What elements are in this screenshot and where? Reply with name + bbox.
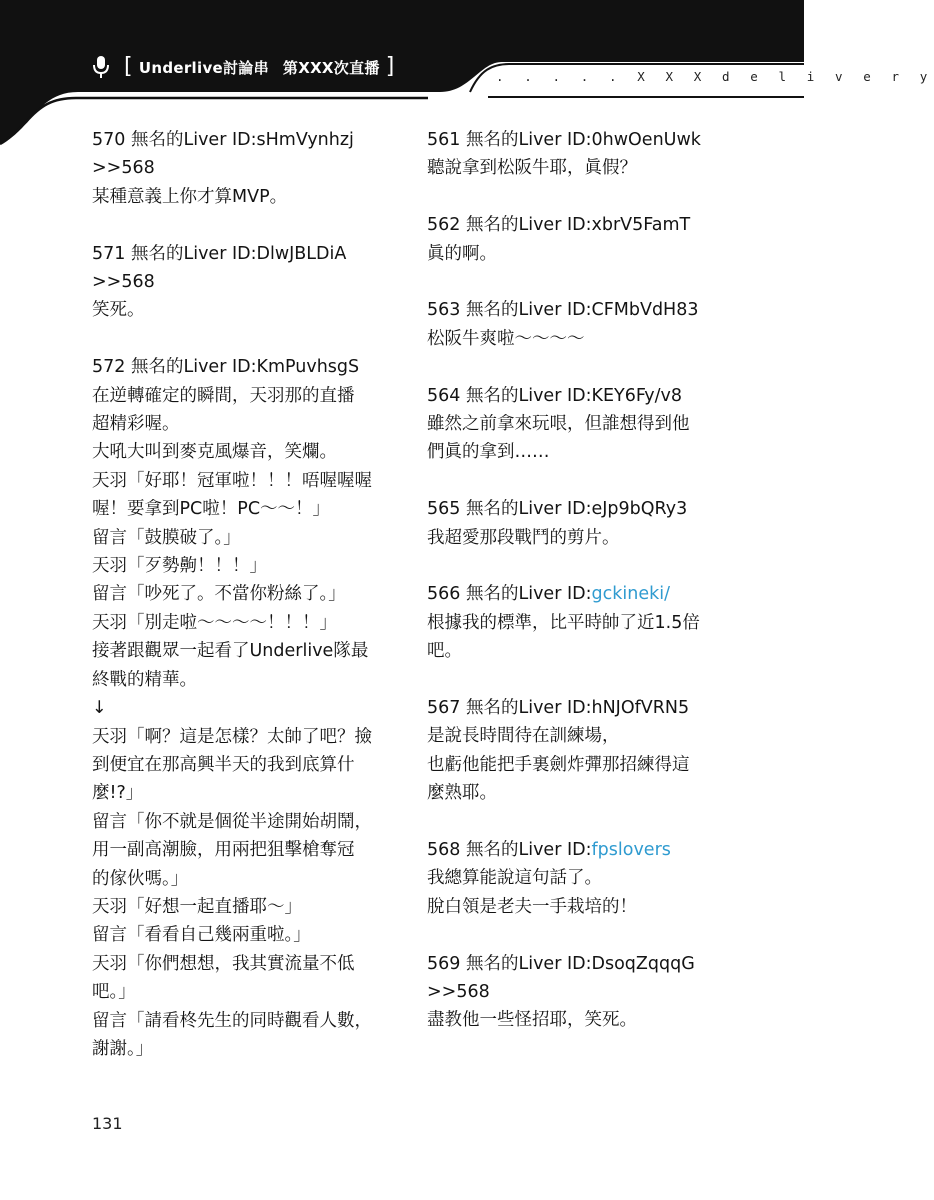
delivery-label: . . . . . X X X d e l i v e r y bbox=[496, 69, 934, 84]
post-line: 終戰的精華。 bbox=[92, 669, 197, 690]
post-line: 到便宜在那高興半天的我到底算什 bbox=[92, 754, 355, 775]
post-line: 脫白領是老夫一手栽培的！ bbox=[427, 896, 637, 917]
post-line: 天羽「好想一起直播耶〜」 bbox=[92, 896, 302, 917]
post-header: 562 無名的Liver ID:xbrV5FamT bbox=[427, 215, 691, 236]
post-header bbox=[427, 836, 717, 864]
post-line: 在逆轉確定的瞬間，天羽那的直播 bbox=[92, 385, 355, 406]
post-line: 留言「你不就是個從半途開始胡鬧， bbox=[92, 811, 372, 832]
post-line: >>568 bbox=[427, 982, 490, 1003]
post-line: 麼熟耶。 bbox=[427, 783, 497, 804]
post-line: 的傢伙嗎。」 bbox=[92, 868, 189, 889]
post-line: >>568 bbox=[92, 158, 155, 179]
post-line: 吧。」 bbox=[92, 982, 136, 1003]
post-line: 天羽「歹勢齁！！！」 bbox=[92, 556, 267, 577]
post-header: 572 無名的Liver ID:KmPuvhsgS bbox=[92, 357, 360, 378]
post-line: 某種意義上你才算MVP。 bbox=[92, 186, 288, 207]
post-line: 眞的啊。 bbox=[427, 243, 497, 264]
highlighted-id: fpslovers bbox=[591, 840, 671, 861]
post-564 bbox=[427, 382, 717, 467]
post-572 bbox=[92, 353, 388, 1063]
post-line: 盡教他一些怪招耶，笑死。 bbox=[427, 1010, 637, 1031]
post-line: 笑死。 bbox=[92, 300, 145, 321]
post-header: 569 無名的Liver ID:DsoqZqqqG bbox=[427, 953, 695, 974]
highlighted-id: gckineki/ bbox=[591, 584, 670, 605]
post-line: 超精彩喔。 bbox=[92, 414, 180, 435]
post-line: 謝謝。」 bbox=[92, 1038, 154, 1059]
post-header: 571 無名的Liver ID:DlwJBLDiA bbox=[92, 243, 347, 264]
post-line: 喔！要拿到PC啦！PC〜〜！」 bbox=[92, 499, 331, 520]
post-line: 吧。 bbox=[427, 641, 462, 662]
microphone-icon bbox=[92, 55, 110, 79]
post-562 bbox=[427, 211, 717, 268]
post-line: 天羽「啊？這是怎樣？太帥了吧？撿 bbox=[92, 726, 372, 747]
header-title bbox=[92, 52, 401, 82]
header-series: Underlive討論串 bbox=[138, 58, 269, 77]
post-line: 我超愛那段戰鬥的剪片。 bbox=[427, 527, 620, 548]
bracket-open: [ bbox=[124, 54, 133, 79]
post-line: 大吼大叫到麥克風爆音，笑爛。 bbox=[92, 442, 337, 463]
down-arrow-icon: ↓ bbox=[92, 698, 107, 719]
post-563 bbox=[427, 296, 717, 353]
post-header: 567 無名的Liver ID:hNJOfVRN5 bbox=[427, 698, 690, 719]
bracket-close: ] bbox=[385, 54, 395, 79]
post-header: 570 無名的Liver ID:sHmVynhzj bbox=[92, 130, 354, 150]
left-column bbox=[92, 126, 388, 1092]
post-header: 565 無名的Liver ID:eJp9bQRy3 bbox=[427, 499, 688, 520]
header-episode: 第XXX次直播 bbox=[282, 58, 380, 77]
right-column bbox=[427, 126, 717, 1063]
post-569 bbox=[427, 950, 717, 1035]
post-line: 是說長時間待在訓練場， bbox=[427, 726, 620, 747]
post-line: 留言「請看柊先生的同時觀看人數， bbox=[92, 1010, 372, 1031]
post-line: 松阪牛爽啦〜〜〜〜 bbox=[427, 328, 585, 349]
post-line: 也虧他能把手裏劍炸彈那招練得這 bbox=[427, 754, 690, 775]
post-line: 天羽「你們想想，我其實流量不低 bbox=[92, 953, 355, 974]
post-line: 留言「看看自己幾兩重啦。」 bbox=[92, 925, 311, 946]
post-568 bbox=[427, 836, 717, 921]
post-line: >>568 bbox=[92, 272, 155, 293]
post-header: 564 無名的Liver ID:KEY6Fy/v8 bbox=[427, 385, 683, 406]
post-line: 根據我的標準，比平時帥了近1.5倍 bbox=[427, 612, 700, 633]
post-line: 留言「鼓膜破了。」 bbox=[92, 527, 241, 548]
post-570 bbox=[92, 126, 388, 211]
post-line: 聽說拿到松阪牛耶，眞假？ bbox=[427, 158, 637, 179]
post-header: 561 無名的Liver ID:0hwOenUwk bbox=[427, 130, 701, 150]
post-header: 563 無名的Liver ID:CFMbVdH83 bbox=[427, 300, 699, 321]
post-header bbox=[427, 580, 717, 608]
post-566 bbox=[427, 580, 717, 665]
post-line: 天羽「別走啦〜〜〜〜！！！」 bbox=[92, 612, 337, 633]
post-header-prefix: 566 無名的Liver ID: bbox=[427, 584, 592, 605]
post-line: 我總算能說這句話了。 bbox=[427, 868, 602, 889]
post-line: 用一副高潮臉，用兩把狙擊槍奪冠 bbox=[92, 840, 355, 861]
post-565 bbox=[427, 495, 717, 552]
page-number: 131 bbox=[92, 1114, 123, 1133]
post-line: 雖然之前拿來玩哏，但誰想得到他 bbox=[427, 414, 690, 435]
post-567 bbox=[427, 694, 717, 808]
post-line: 天羽「好耶！冠軍啦！！！唔喔喔喔 bbox=[92, 470, 372, 491]
post-line: 接著跟觀眾一起看了Underlive隊最 bbox=[92, 641, 369, 662]
post-line: 們眞的拿到…… bbox=[427, 442, 550, 463]
post-line: 麼!?」 bbox=[92, 783, 144, 804]
post-header-prefix: 568 無名的Liver ID: bbox=[427, 840, 592, 861]
post-561 bbox=[427, 126, 717, 183]
post-571 bbox=[92, 240, 388, 325]
post-line: 留言「吵死了。不當你粉絲了。」 bbox=[92, 584, 346, 605]
